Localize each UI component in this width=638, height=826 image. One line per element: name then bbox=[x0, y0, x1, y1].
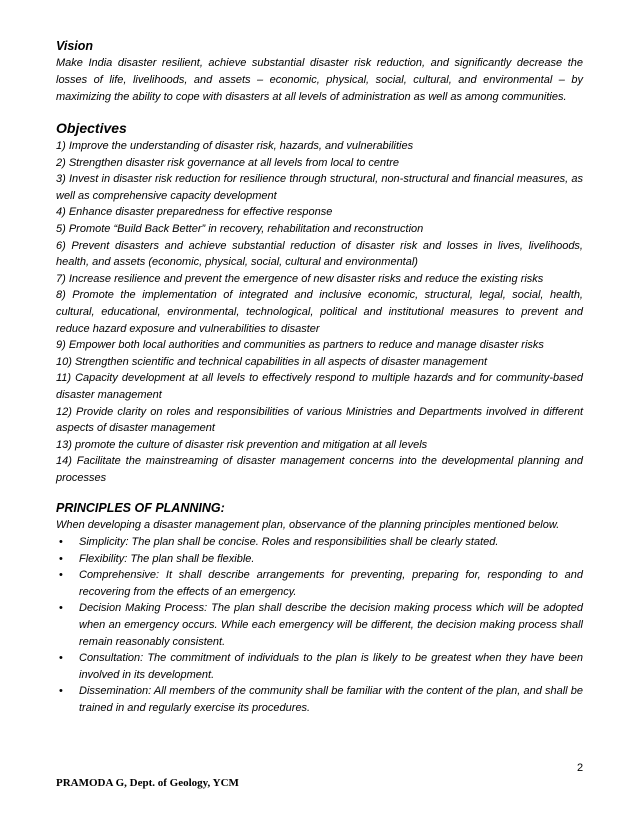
objective-item: 11) Capacity development at all levels to effectively respond to multiple hazards and for community-based disaster management bbox=[56, 372, 583, 401]
page-number: 2 bbox=[577, 762, 584, 774]
objective-item: 13) promote the culture of disaster risk prevention and mitigation at all levels bbox=[56, 438, 428, 451]
principle-text: Consultation: The commitment of individuals to the plan is likely to be greatest when they have been involved in its development. bbox=[79, 652, 583, 681]
objective-item: 2) Strengthen disaster risk governance at all levels from local to centre bbox=[56, 156, 399, 169]
objectives-heading: Objectives bbox=[56, 120, 127, 136]
objective-item: 7) Increase resilience and prevent the emergence of new disaster risks and reduce the existing risks bbox=[56, 272, 544, 285]
principle-item bbox=[56, 534, 583, 551]
objective-item: 14) Facilitate the mainstreaming of disaster management concerns into the developmental planning and processes bbox=[56, 455, 583, 484]
principle-item bbox=[56, 567, 583, 600]
principles-intro: When developing a disaster management plan, observance of the planning principles mentioned below. bbox=[56, 519, 560, 532]
objective-item: 1) Improve the understanding of disaster risk, hazards, and vulnerabilities bbox=[56, 140, 414, 152]
principle-item bbox=[56, 683, 583, 716]
objective-item: 9) Empower both local authorities and communities as partners to reduce and manage disaster risks bbox=[56, 339, 544, 352]
bullet-icon: • bbox=[59, 552, 63, 565]
bullet-icon: • bbox=[59, 569, 63, 582]
vision-text: Make India disaster resilient, achieve substantial disaster risk reduction, and significantly decrease the losses of life, livelihoods, and assets – economic, physical, social, cultural, and environmental – by maximizing the ability to cope with disasters at all levels of administration as well as among communities. bbox=[56, 57, 583, 103]
principle-text: Simplicity: The plan shall be concise. Roles and responsibilities shall be clearly stated. bbox=[79, 536, 499, 549]
objective-item: 3) Invest in disaster risk reduction for resilience through structural, non-structural and financial measures, as well as comprehensive capacity development bbox=[56, 173, 583, 202]
objective-item: 4) Enhance disaster preparedness for effective response bbox=[56, 206, 333, 219]
principle-item bbox=[56, 650, 583, 683]
principle-text: Comprehensive: It shall describe arrangements for preventing, preparing for, responding to and recovering from the effects of an emergency. bbox=[79, 569, 583, 598]
objective-item: 5) Promote “Build Back Better” in recovery, rehabilitation and reconstruction bbox=[56, 222, 424, 235]
principles-list bbox=[56, 534, 583, 717]
principles-heading: PRINCIPLES OF PLANNING: bbox=[56, 501, 225, 516]
bullet-icon: • bbox=[59, 685, 63, 698]
principle-text: Dissemination: All members of the community shall be familiar with the content of the plan, and shall be trained in and regularly exercise its procedures. bbox=[79, 685, 583, 714]
vision-heading: Vision bbox=[56, 39, 94, 53]
page-content bbox=[56, 38, 583, 717]
objectives-section bbox=[56, 119, 583, 486]
principles-section bbox=[56, 500, 583, 716]
principle-text: Flexibility: The plan shall be flexible. bbox=[79, 552, 255, 565]
principle-text: Decision Making Process: The plan shall describe the decision making process which will be adopted when an emergency occurs. While each emergency will be different, the decision making process shall remain reasonably consistent. bbox=[79, 602, 583, 648]
page-footer: PRAMODA G, Dept. of Geology, YCM bbox=[56, 777, 239, 789]
principle-item bbox=[56, 551, 583, 568]
objectives-list bbox=[56, 138, 583, 486]
principle-item bbox=[56, 600, 583, 650]
objective-item: 10) Strengthen scientific and technical capabilities in all aspects of disaster management bbox=[56, 355, 488, 368]
objective-item: 8) Promote the implementation of integrated and inclusive economic, structural, legal, social, health, cultural, educational, environmental, technological, political and institutional measures to prevent and reduce hazard exposure and vulnerabilities to disaster bbox=[56, 289, 583, 335]
bullet-icon: • bbox=[59, 536, 63, 549]
bullet-icon: • bbox=[59, 602, 63, 615]
objective-item: 12) Provide clarity on roles and responsibilities of various Ministries and Departments involved in different aspects of disaster management bbox=[56, 405, 583, 435]
vision-section bbox=[56, 38, 583, 106]
bullet-icon: • bbox=[59, 652, 63, 665]
objective-item: 6) Prevent disasters and achieve substantial reduction of disaster risk and losses in lives, livelihoods, health, and assets (economic, physical, social, cultural and environmental) bbox=[56, 239, 583, 269]
